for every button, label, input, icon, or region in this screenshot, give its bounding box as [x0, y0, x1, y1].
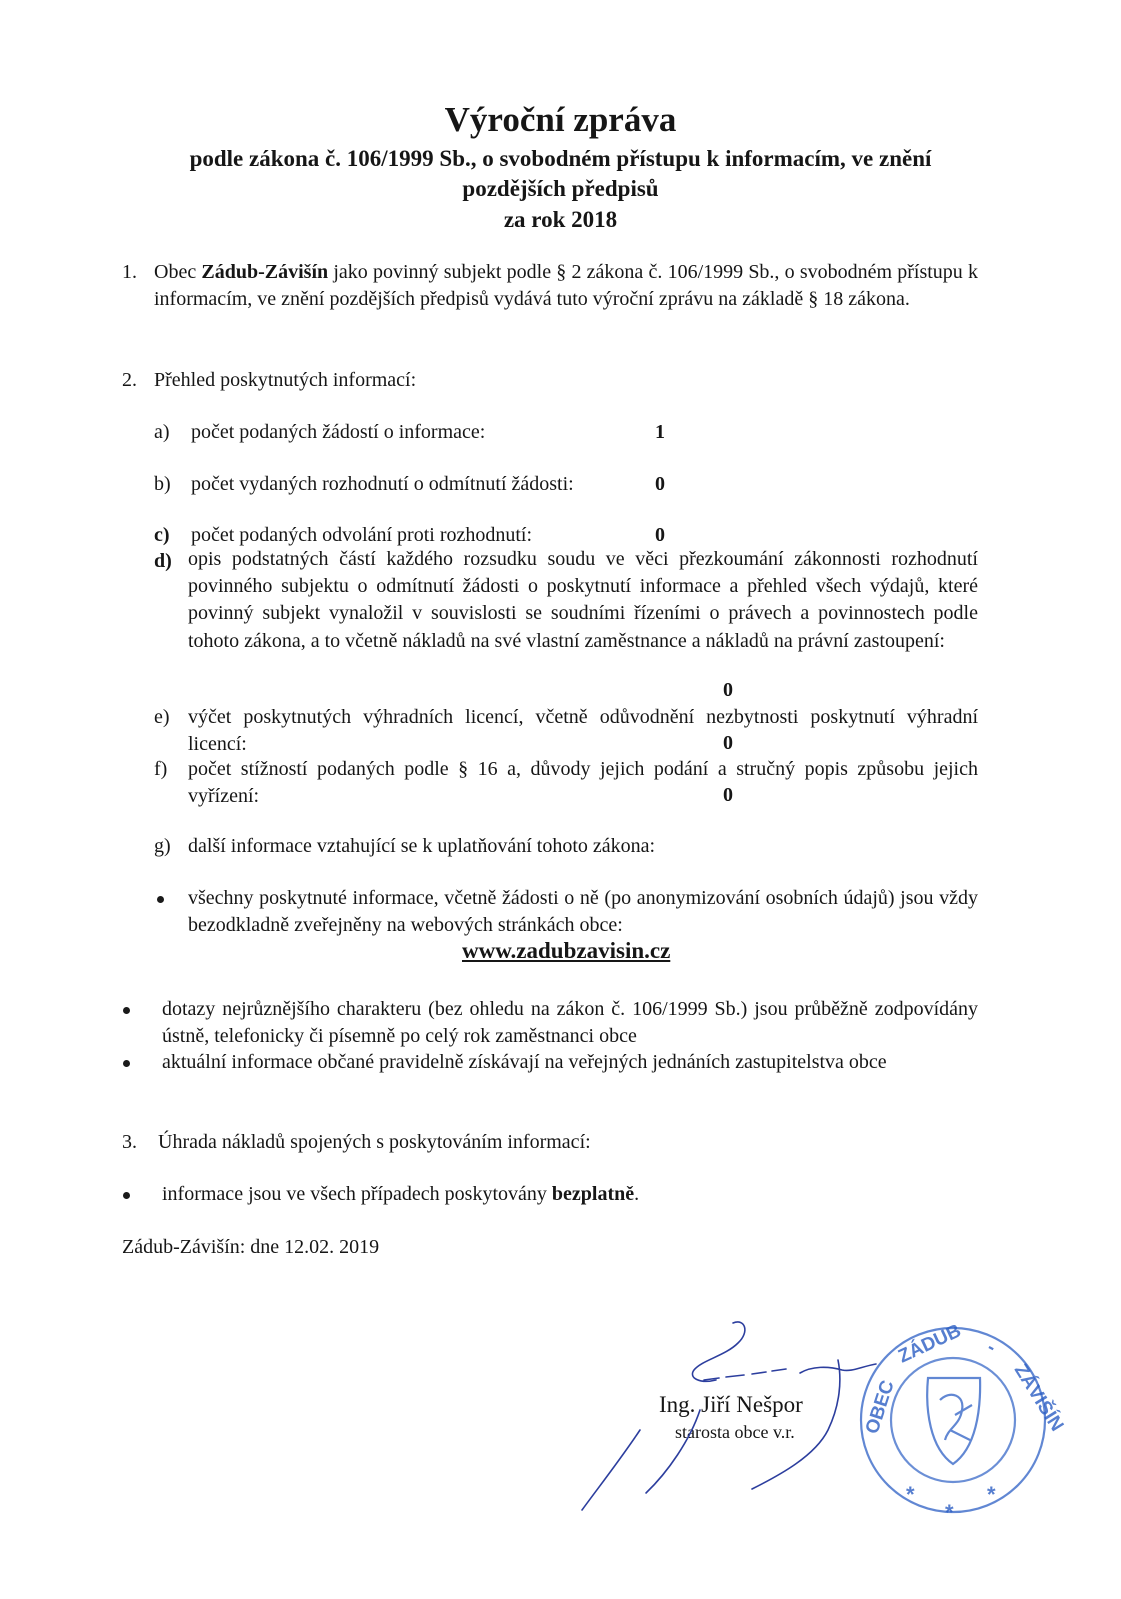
item-c-value: 0: [655, 524, 665, 546]
section3-bullet: [162, 1181, 639, 1207]
item-g-letter: g): [154, 835, 171, 857]
municipality-name: Zádub-Závišín: [201, 261, 329, 283]
svg-text:ZÁDUB: ZÁDUB: [895, 1320, 965, 1368]
section2-number: 2.: [122, 369, 137, 391]
item-d-text: opis podstatných částí každého rozsudku soudu ve věci přezkoumání zákonnosti rozhodnutí povinného subjektu o odmítnutí žádosti o poskytnutí informace a přehled všech výdajů, které povinný subjekt vynaložil v souvislosti se soudními řízeními o právech a povinnostech podle tohoto zákona, a to včetně nákladů na své vlastní zaměstnance a nákladů na právní zastoupení:: [188, 548, 978, 652]
document-subtitle-line1: podle zákona č. 106/1999 Sb., o svobodném přístupu k informacím, ve znění: [189, 146, 932, 171]
section3-number: 3.: [122, 1131, 137, 1153]
signer-role: starosta obce v.r.: [675, 1422, 795, 1442]
document-year: za rok 2018: [503, 207, 618, 232]
section1-rest: jako povinný subjekt podle § 2 zákona č. 106/1999 Sb., o svobodném přístupu k informacím, ve znění pozdějších předpisů vydává tuto výroční zprávu na základě § 18 zákona.: [154, 261, 978, 310]
bullet-dot: [123, 1060, 130, 1067]
item-a-value: 1: [655, 421, 665, 443]
section3-bullet-pre: informace jsou ve všech případech poskytovány: [162, 1183, 552, 1205]
document-subtitle-line2: pozdějších předpisů: [462, 176, 659, 201]
item-c-letter: c): [154, 524, 170, 546]
section1-pre: Obec: [154, 261, 202, 283]
section2-heading: Přehled poskytnutých informací:: [154, 369, 417, 391]
item-b-letter: b): [154, 473, 171, 495]
item-e-value: 0: [723, 732, 733, 754]
place-and-date: Zádub-Závišín: dne 12.02. 2019: [122, 1236, 380, 1258]
svg-text:OBEC: OBEC: [861, 1377, 899, 1437]
item-b-value: 0: [655, 473, 665, 495]
item-d-value: 0: [723, 679, 733, 701]
bullet-meetings: aktuální informace občané pravidelně získávají na veřejných jednáních zastupitelstva obce: [162, 1051, 887, 1073]
free-of-charge: bezplatně: [551, 1183, 635, 1205]
item-d-letter: d): [154, 550, 172, 572]
bullet-dot: [123, 1192, 130, 1199]
section3-bullet-post: .: [634, 1183, 640, 1205]
signer-name: Ing. Jiří Nešpor: [659, 1392, 803, 1417]
item-f-text: počet stížností podaných podle § 16 a, důvody jejich podání a stručný popis způsobu jejich vyřízení:: [188, 758, 978, 807]
website-link[interactable]: www.zadubzavisin.cz: [462, 938, 671, 963]
item-a-text: počet podaných žádostí o informace:: [191, 421, 486, 443]
svg-text:*: *: [987, 1482, 996, 1507]
section1-number: 1.: [122, 261, 137, 283]
item-c-text: počet podaných odvolání proti rozhodnutí:: [191, 524, 533, 546]
bullet-dot: [157, 896, 164, 903]
item-e-text: výčet poskytnutých výhradních licencí, včetně odůvodnění nezbytnosti poskytnutí výhradní licencí:: [188, 706, 978, 755]
bullet-inquiries: dotazy nejrůznějšího charakteru (bez ohledu na zákon č. 106/1999 Sb.) jsou průběžně zodpovídány ústně, telefonicky či písemně po celý rok zaměstnanci obce: [162, 998, 978, 1047]
document-title: Výroční zpráva: [444, 100, 677, 139]
svg-text:ZÁVIŠÍN: ZÁVIŠÍN: [1009, 1360, 1068, 1436]
bullet-dot: [123, 1007, 130, 1014]
item-f-letter: f): [154, 758, 168, 780]
item-a-letter: a): [154, 421, 170, 443]
svg-text:*: *: [945, 1500, 954, 1525]
section1-paragraph: [154, 259, 978, 313]
item-e-letter: e): [154, 706, 170, 728]
item-f-value: 0: [723, 784, 733, 806]
section3-heading: Úhrada nákladů spojených s poskytováním informací:: [158, 1131, 591, 1153]
svg-text:*: *: [906, 1482, 915, 1507]
svg-text:-: -: [983, 1336, 1000, 1359]
item-b-text: počet vydaných rozhodnutí o odmítnutí žádosti:: [191, 473, 574, 495]
item-g-text: další informace vztahující se k uplatňování tohoto zákona:: [188, 835, 656, 857]
bullet-publication: všechny poskytnuté informace, včetně žádosti o ně (po anonymizování osobních údajů) jsou vždy bezodkladně zveřejněny na webových stránkách obce:: [188, 887, 978, 936]
